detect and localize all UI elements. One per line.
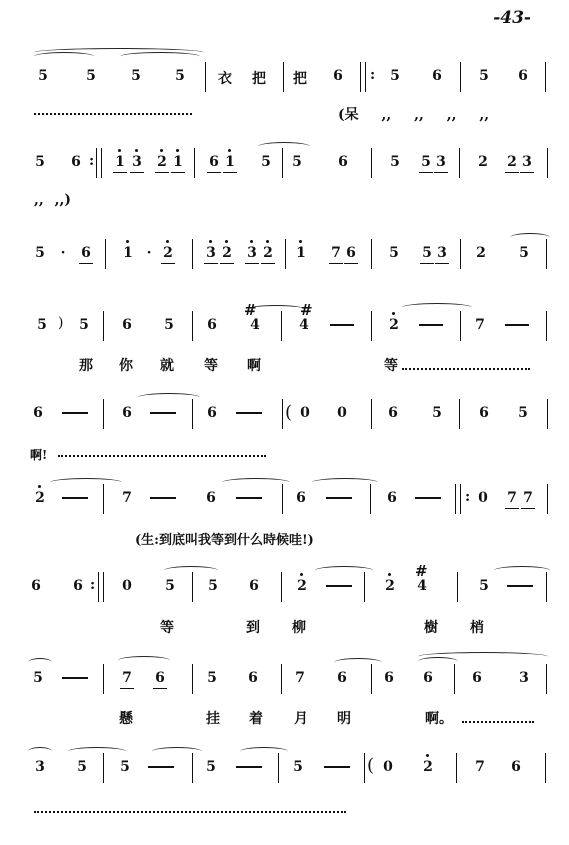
note: 2 (478, 154, 488, 170)
barline (547, 148, 548, 178)
barline (192, 664, 193, 694)
lyric-char: 月 (294, 711, 308, 727)
note: 4 (417, 578, 427, 594)
duration-dash (236, 766, 262, 768)
note: 5 (390, 154, 400, 170)
tie (28, 747, 52, 756)
note: 6 (337, 670, 347, 686)
note: 5 (208, 578, 218, 594)
note: 6 (472, 670, 482, 686)
note: 3 (35, 759, 45, 775)
note: 6 (342, 245, 360, 261)
note: 2 (31, 490, 49, 506)
score-row-3 (0, 239, 569, 269)
barline (278, 753, 279, 783)
barline (460, 311, 461, 341)
barline (281, 664, 282, 694)
barline (459, 399, 460, 429)
tie (240, 747, 288, 756)
note: 7 (475, 317, 485, 333)
note: 6 (207, 317, 217, 333)
note: 3 (518, 154, 536, 170)
barline (371, 311, 372, 341)
lyric-char: 等 (204, 358, 218, 374)
duration-dash (62, 412, 88, 414)
note: 2 (159, 245, 177, 261)
tie (164, 566, 218, 575)
barline (103, 664, 104, 694)
barline (194, 148, 195, 178)
note: 6 (296, 490, 306, 506)
note: 0 (478, 490, 488, 506)
repeat-barline (360, 62, 361, 92)
note: 6 (423, 670, 433, 686)
dotted-line (34, 811, 346, 813)
duration-dash (148, 766, 174, 768)
lyric-char: 等 (384, 358, 398, 374)
note: · (146, 245, 152, 261)
barline (545, 62, 546, 92)
barline (192, 239, 193, 269)
note: 6 (207, 405, 217, 421)
score-row-5 (0, 399, 569, 429)
note: 6 (479, 405, 489, 421)
note: 7 (503, 490, 521, 506)
tie (258, 142, 310, 151)
note: 3 (519, 670, 529, 686)
note: 5 (165, 578, 175, 594)
note: 6 (33, 405, 43, 421)
barline (459, 148, 460, 178)
note: 0 (337, 405, 347, 421)
lyric-line: (呆 ,, ,, ,, ,, (338, 107, 490, 123)
lyric-char: 柳 (292, 620, 306, 636)
note: 5 (519, 245, 529, 261)
note: 6 (387, 490, 397, 506)
dotted-line (34, 113, 192, 115)
barline (282, 484, 283, 514)
note: 6 (249, 578, 259, 594)
tie (68, 747, 126, 756)
barline (456, 753, 457, 783)
slur-start: ( (367, 755, 375, 776)
lyric-char: 就 (160, 358, 174, 374)
note: 5 (33, 670, 43, 686)
tie (152, 747, 202, 756)
note: 6 (432, 68, 442, 84)
note: 6 (151, 670, 169, 686)
duration-dash (236, 412, 262, 414)
duration-dash (150, 497, 176, 499)
barline (546, 572, 547, 602)
barline (281, 311, 282, 341)
note: 3 (128, 154, 146, 170)
duration-dash (324, 766, 350, 768)
note: 5 (479, 578, 489, 594)
note: 5 (164, 317, 174, 333)
score-row-7 (0, 562, 569, 602)
note: 1 (221, 154, 239, 170)
note: 5 (86, 68, 96, 84)
barline (371, 399, 372, 429)
barline (457, 572, 458, 602)
lyric-char: 那 (79, 358, 93, 374)
barline (460, 239, 461, 269)
note: 2 (385, 317, 403, 333)
barline (282, 399, 283, 429)
tie (34, 52, 94, 61)
note: 7 (122, 490, 132, 506)
note: 6 (248, 670, 258, 686)
note: 6 (518, 68, 528, 84)
note: 6 (388, 405, 398, 421)
note: 5 (131, 68, 141, 84)
note: 1 (111, 154, 129, 170)
tie (418, 657, 458, 666)
lyric-char: 挂 (206, 711, 220, 727)
barline (371, 664, 372, 694)
tie (246, 305, 306, 314)
note: 5 (35, 154, 45, 170)
lyric-char: 着 (249, 711, 263, 727)
barline (103, 484, 104, 514)
dotted-line (58, 455, 266, 457)
duration-dash (419, 324, 443, 326)
note: 6 (384, 670, 394, 686)
tie (222, 478, 290, 487)
barline (105, 239, 106, 269)
lyric-char: 懸 (119, 711, 133, 727)
duration-dash (62, 677, 88, 679)
lyric-char: 你 (119, 358, 133, 374)
note: 5 (120, 759, 130, 775)
barline (285, 239, 286, 269)
slur-start: ( (285, 402, 293, 423)
note: 6 (122, 405, 132, 421)
score-row-9 (0, 753, 569, 783)
note: 4 (250, 317, 260, 333)
note: 5 (175, 68, 185, 84)
note: 5 (432, 405, 442, 421)
duration-dash (62, 497, 88, 499)
note: 5 (261, 154, 271, 170)
note: 1 (169, 154, 187, 170)
duration-dash (326, 497, 352, 499)
duration-dash (415, 497, 441, 499)
note: 6 (511, 759, 521, 775)
barline (192, 753, 193, 783)
note: 5 (207, 670, 217, 686)
note: 5 (35, 245, 45, 261)
repeat-barline (101, 148, 102, 178)
tie (334, 658, 382, 667)
barline (364, 572, 365, 602)
barline (103, 753, 104, 783)
note: 5 (518, 405, 528, 421)
note: 6 (122, 317, 132, 333)
note: 5 (206, 759, 216, 775)
note: 4 (299, 317, 309, 333)
tie (50, 478, 122, 487)
repeat-dots: : (370, 67, 376, 83)
lyric-char: 等 (160, 620, 174, 636)
note: 7 (519, 490, 537, 506)
lyric-char: 到 (246, 620, 260, 636)
duration-dash (236, 497, 262, 499)
barline (370, 484, 371, 514)
note: 3 (202, 245, 220, 261)
note: 2 (503, 154, 521, 170)
barline (103, 311, 104, 341)
barline (283, 62, 284, 92)
lyric-char: 樹 (424, 620, 438, 636)
barline (103, 399, 104, 429)
note: 6 (77, 245, 95, 261)
note: 6 (71, 154, 81, 170)
dotted-line (402, 368, 530, 370)
repeat-dots: : (465, 489, 471, 505)
barline (282, 148, 283, 178)
lyric-char: 衣 (218, 71, 232, 87)
barline (205, 62, 206, 92)
sharp-sign: # (415, 562, 428, 580)
page-number: -43- (493, 8, 531, 28)
note: 5 (389, 245, 399, 261)
barline (546, 239, 547, 269)
tie (402, 303, 472, 312)
duration-dash (326, 585, 352, 587)
lyric-line: 啊! (30, 448, 48, 462)
barline (545, 753, 546, 783)
note: 0 (383, 759, 393, 775)
barline (454, 664, 455, 694)
note: 2 (259, 245, 277, 261)
repeat-barline (103, 572, 104, 602)
score-row-4 (0, 301, 569, 341)
score-row-6 (0, 484, 569, 514)
note: 7 (475, 759, 485, 775)
note: 2 (293, 578, 311, 594)
lyric-char: 明 (337, 711, 351, 727)
note: 6 (31, 578, 41, 594)
note: 7 (295, 670, 305, 686)
sharp-sign: # (244, 301, 257, 319)
note: 5 (79, 317, 89, 333)
note: 5 (292, 154, 302, 170)
note: 6 (205, 154, 223, 170)
note: 5 (479, 68, 489, 84)
note: 3 (432, 154, 450, 170)
lyric-char: 啊。 (425, 711, 453, 727)
lyric-char: 啊 (247, 358, 261, 374)
note: 7 (327, 245, 345, 261)
tie (494, 566, 550, 575)
repeat-barline (365, 62, 366, 92)
spoken-line: (生:到底叫我等到什么時候哇!) (135, 533, 314, 548)
note: 2 (381, 578, 399, 594)
note: 2 (218, 245, 236, 261)
score-row-2 (0, 148, 569, 178)
note: 3 (433, 245, 451, 261)
note: 3 (243, 245, 261, 261)
lyric-char: 梢 (470, 620, 484, 636)
duration-dash (507, 585, 533, 587)
note: 2 (419, 759, 437, 775)
barline (546, 664, 547, 694)
barline (371, 148, 372, 178)
barline (192, 311, 193, 341)
lyric-char: 把 (293, 71, 307, 87)
note: 6 (333, 68, 343, 84)
note: 5 (38, 68, 48, 84)
barline (547, 484, 548, 514)
tie (118, 656, 170, 665)
note: 6 (73, 578, 83, 594)
note: 2 (153, 154, 171, 170)
score-row-8 (0, 664, 569, 694)
duration-dash (150, 412, 176, 414)
note: 6 (338, 154, 348, 170)
repeat-dots: : (90, 577, 96, 593)
note: 0 (300, 405, 310, 421)
lyric-char: 把 (252, 71, 266, 87)
repeat-barline (98, 572, 99, 602)
note: 6 (206, 490, 216, 506)
note: 5 (293, 759, 303, 775)
repeat-barline (96, 148, 97, 178)
note: 5 (390, 68, 400, 84)
sharp-sign: # (300, 301, 313, 319)
note: 2 (476, 245, 486, 261)
repeat-barline (460, 484, 461, 514)
note: 5 (418, 245, 436, 261)
barline (281, 572, 282, 602)
note: 1 (292, 245, 310, 261)
barline (371, 239, 372, 269)
barline (460, 62, 461, 92)
note: · (60, 245, 66, 261)
note: 0 (122, 578, 132, 594)
tie (28, 658, 52, 667)
repeat-dots: : (89, 153, 95, 169)
note: 5 (77, 759, 87, 775)
note: 1 (119, 245, 137, 261)
tie (312, 478, 378, 487)
note: 5 (417, 154, 435, 170)
duration-dash (330, 324, 354, 326)
score-row-1 (0, 62, 569, 92)
dotted-line (462, 721, 534, 723)
slur-end: ) (58, 315, 64, 331)
barline (546, 311, 547, 341)
tie (510, 233, 550, 242)
tie (120, 52, 200, 61)
duration-dash (505, 324, 529, 326)
repeat-barline (455, 484, 456, 514)
tie (138, 393, 200, 402)
lyric-line: ,, ,,) (34, 192, 71, 208)
barline (547, 399, 548, 429)
note: 7 (118, 670, 136, 686)
barline (192, 572, 193, 602)
barline (192, 399, 193, 429)
note: 5 (37, 317, 47, 333)
barline (364, 753, 365, 783)
